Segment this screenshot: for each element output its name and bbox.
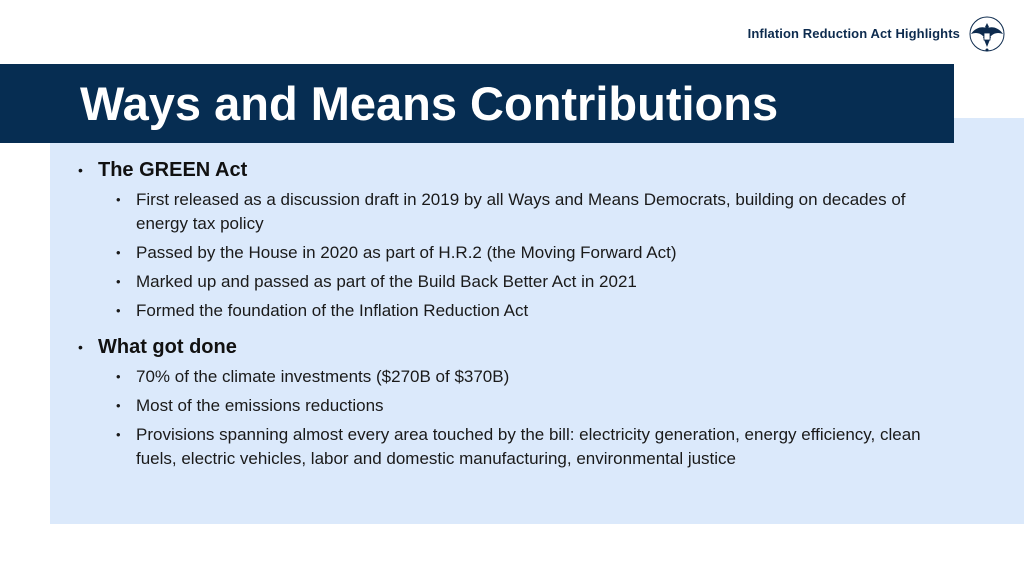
section-what-got-done	[76, 333, 956, 471]
bullet-dot: •	[78, 339, 83, 355]
sub-list	[98, 188, 956, 323]
page-title: Ways and Means Contributions	[80, 77, 779, 130]
list-item: • 70% of the climate investments ($270B of $370B)	[116, 367, 510, 386]
sub-list	[98, 365, 956, 471]
list-item: • Provisions spanning almost every area touched by the bill: electricity generation, energy efficiency, clean fuels, electric vehicles, labor and domestic manufacturing, environmental justice	[116, 425, 921, 468]
bullet-list	[76, 156, 956, 481]
list-item: • First released as a discussion draft in 2019 by all Ways and Means Democrats, building on decades of energy tax policy	[116, 190, 906, 233]
eagle-seal-icon	[968, 14, 1006, 54]
list-item: • Formed the foundation of the Inflation Reduction Act	[116, 301, 529, 320]
section-green-act	[76, 156, 956, 323]
bullet-dot: •	[78, 162, 83, 178]
list-item: • Passed by the House in 2020 as part of H.R.2 (the Moving Forward Act)	[116, 243, 677, 262]
section-heading: The GREEN Act	[98, 159, 248, 181]
header-label: Inflation Reduction Act Highlights	[747, 26, 960, 41]
list-item: • Marked up and passed as part of the Build Back Better Act in 2021	[116, 272, 637, 291]
list-item: • Most of the emissions reductions	[116, 396, 384, 415]
section-heading: What got done	[98, 336, 237, 358]
